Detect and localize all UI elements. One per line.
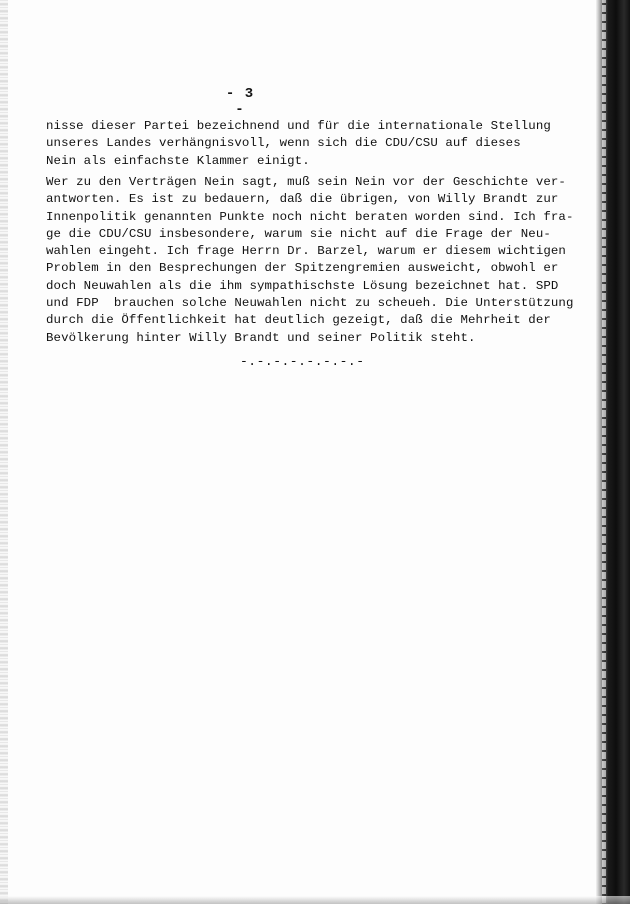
page-number: - 3 - <box>225 86 255 118</box>
paragraph-line: Bevölkerung hinter Willy Brandt und seiner Politik steht. <box>46 330 476 345</box>
paragraph-line: Innenpolitik genannten Punkte noch nicht beraten worden sind. Ich fra- <box>46 209 574 224</box>
paragraph-line: wahlen eingeht. Ich frage Herrn Dr. Barzel, warum er diesem wichtigen <box>46 244 566 259</box>
scan-edge-right-texture <box>602 0 606 904</box>
paragraph-line: Wer zu den Verträgen Nein sagt, muß sein Nein vor der Geschichte ver- <box>46 175 566 189</box>
scan-edge-left <box>0 0 8 904</box>
paragraph-1 <box>46 118 566 170</box>
paragraph-2 <box>46 174 574 347</box>
paragraph-line: durch die Öffentlichkeit hat deutlich gezeigt, daß die Mehrheit der <box>46 313 551 328</box>
paragraph-line: antworten. Es ist zu bedauern, daß die übrigen, von Willy Brandt zur <box>46 192 559 207</box>
paragraph-line: ge die CDU/CSU insbesondere, warum sie nicht auf die Frage der Neu- <box>46 226 551 241</box>
paragraph-line: und FDP brauchen solche Neuwahlen nicht zu scheueh. Die Unterstützung <box>46 296 574 311</box>
paragraph-line: doch Neuwahlen als die ihm sympathischste Lösung bezeichnet hat. SPD <box>46 278 559 293</box>
paragraph-line: Nein als einfachste Klammer einigt. <box>46 153 310 168</box>
paragraph-line: nisse dieser Partei bezeichnend und für die internationale Stellung <box>46 119 551 133</box>
paragraph-line: unseres Landes verhängnisvoll, wenn sich die CDU/CSU auf dieses <box>46 136 521 151</box>
scan-edge-bottom <box>0 896 630 904</box>
section-separator: -.-.-.-.-.-.-.- <box>240 354 365 369</box>
paragraph-line: Problem in den Besprechungen der Spitzengremien ausweicht, obwohl er <box>46 261 559 276</box>
